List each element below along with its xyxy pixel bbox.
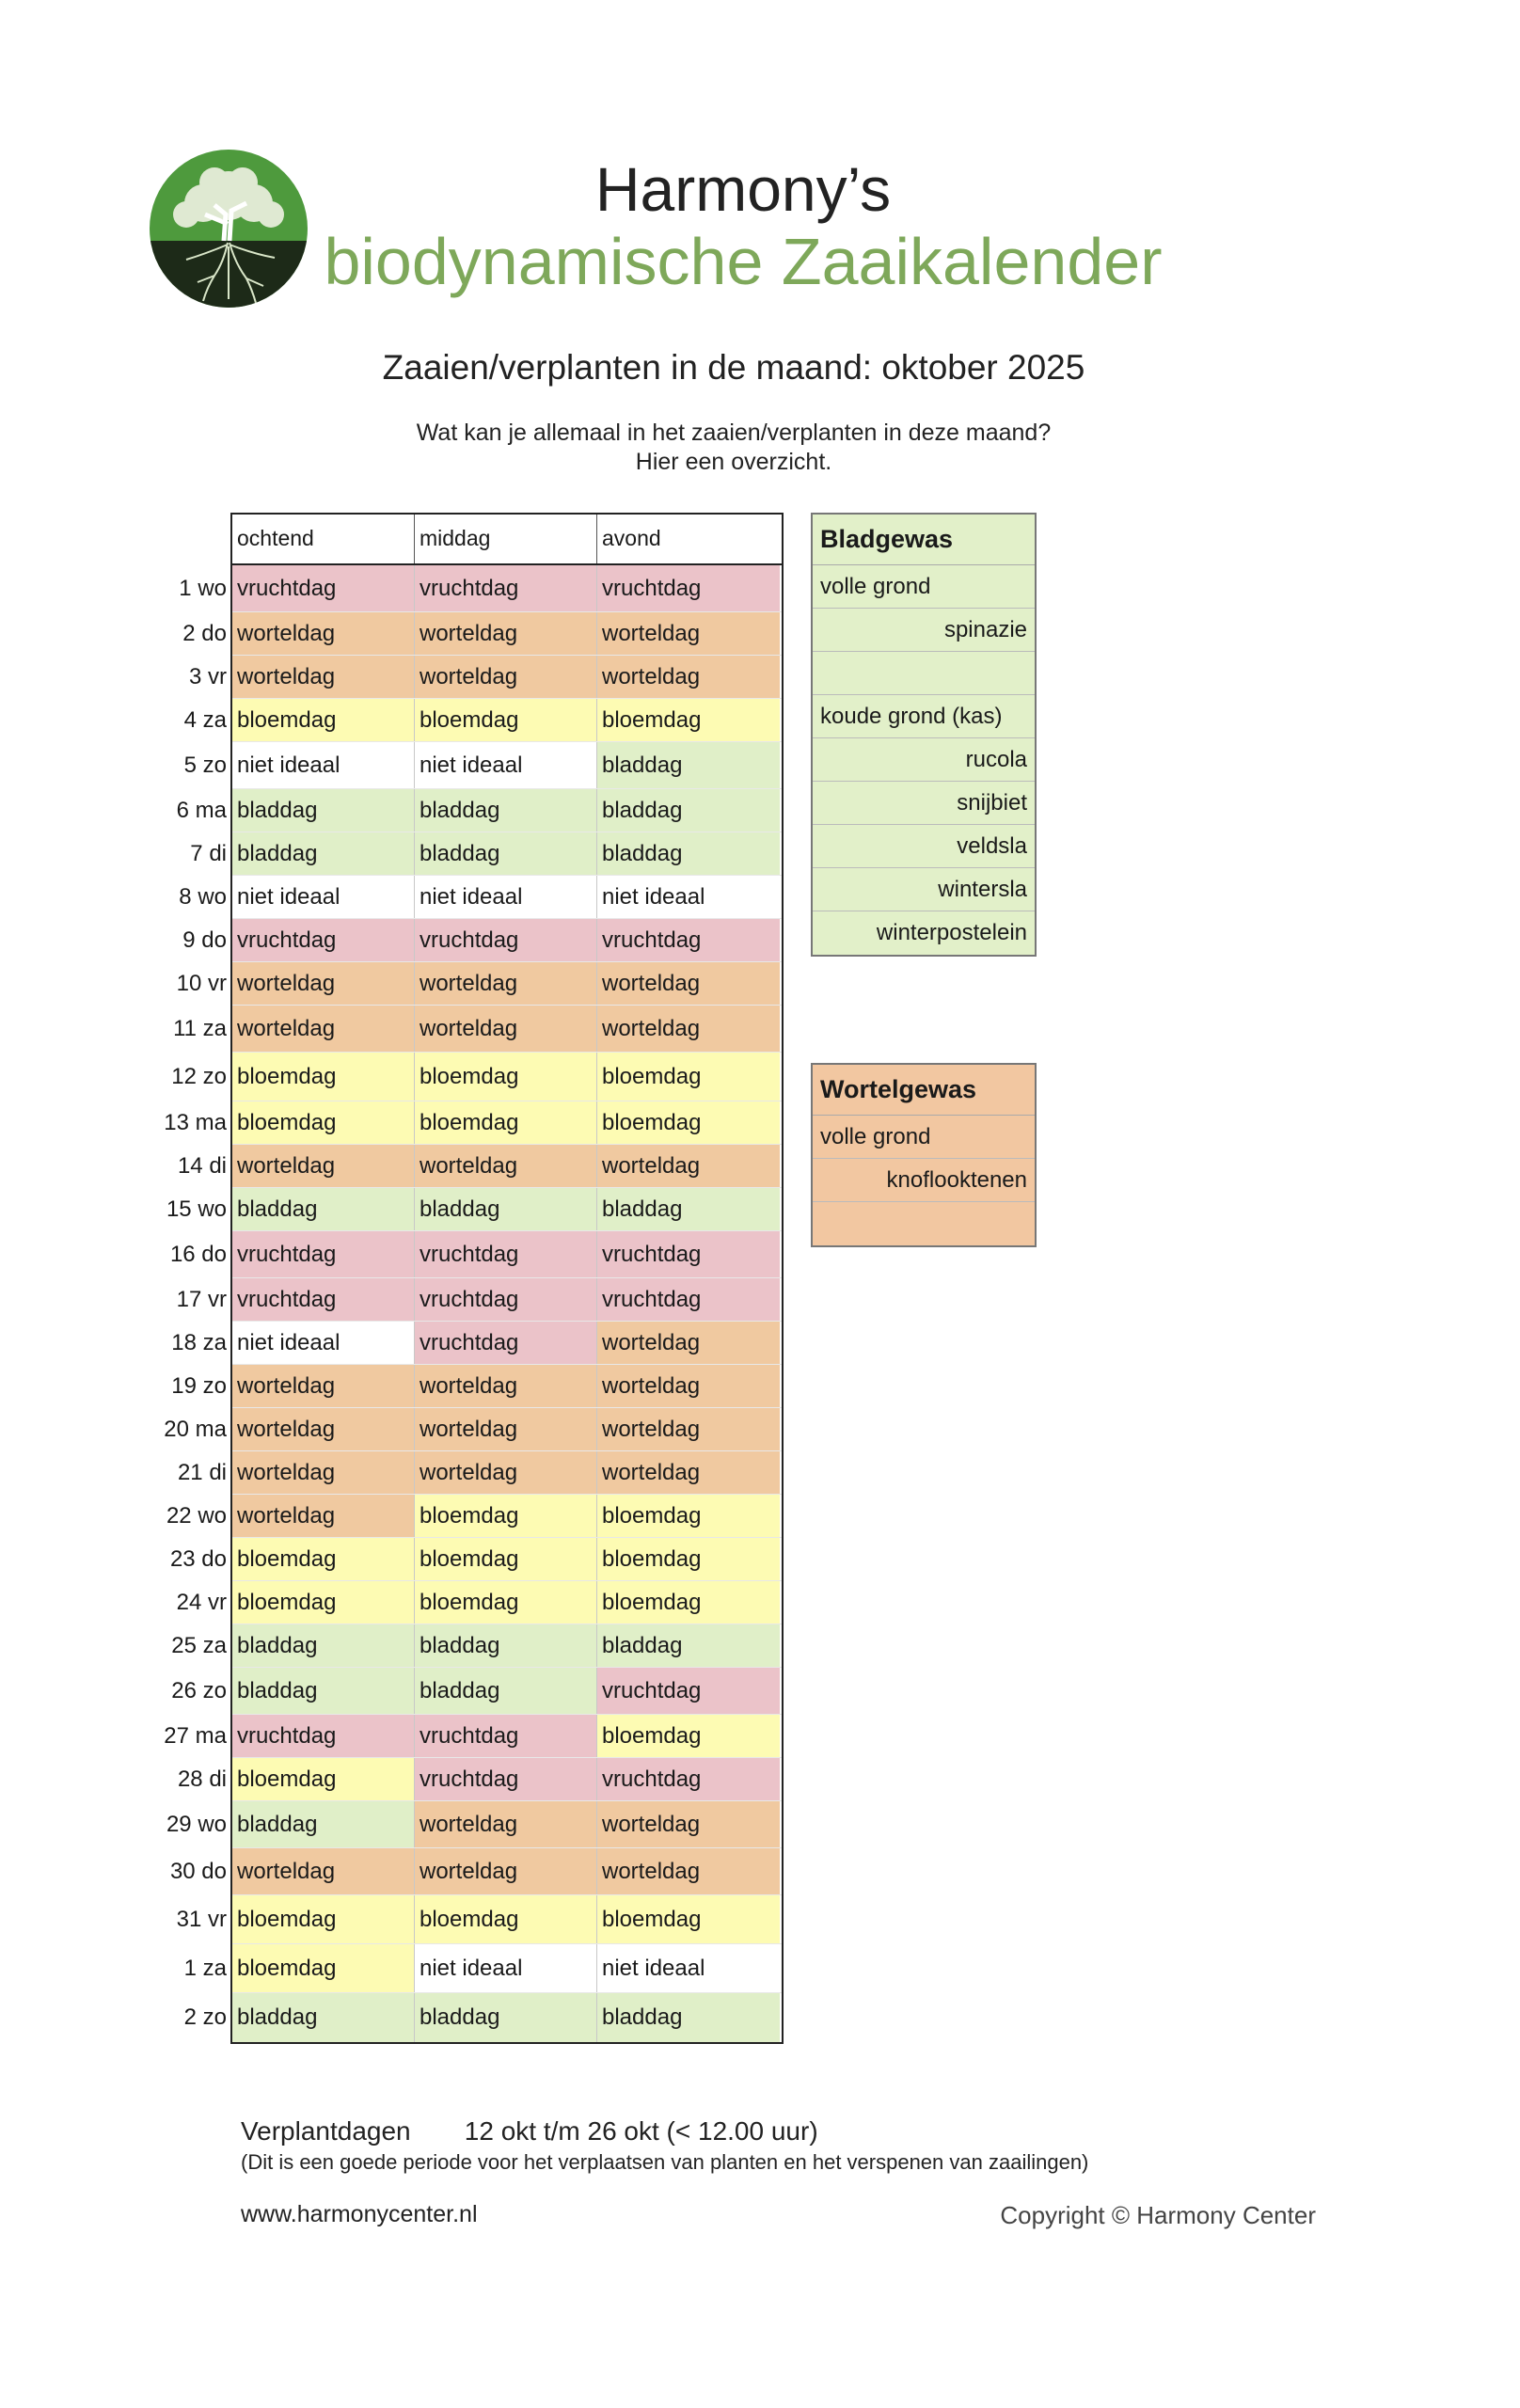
wortelgewas-panel xyxy=(811,1063,1037,1247)
day-type-cell: vruchtdag xyxy=(597,1278,780,1321)
table-row xyxy=(183,742,782,789)
day-type-cell: worteldag xyxy=(597,612,780,655)
day-type-cell: vruchtdag xyxy=(415,1322,597,1364)
day-type-cell: vruchtdag xyxy=(597,1231,780,1277)
table-row xyxy=(171,1668,782,1715)
day-label: 2 zo xyxy=(183,2004,227,2030)
day-label: 14 di xyxy=(177,1152,227,1179)
day-label: 6 ma xyxy=(176,797,227,823)
day-type-cell: worteldag xyxy=(415,656,597,698)
day-type-cell: bladdag xyxy=(232,1801,415,1847)
day-type-cell: bladdag xyxy=(415,1668,597,1714)
day-type-cell: niet ideaal xyxy=(597,1944,780,1992)
day-label: 4 za xyxy=(183,706,227,733)
column-header: middag xyxy=(415,515,597,563)
day-type-cell: vruchtdag xyxy=(232,919,415,961)
table-row xyxy=(183,1944,782,1993)
panel-crop-item xyxy=(813,652,1035,695)
day-type-cell: bladdag xyxy=(597,742,780,788)
verplant-period: 12 okt t/m 26 okt (< 12.00 uur) xyxy=(464,2116,818,2146)
brand-subtitle: biodynamische Zaaikalender xyxy=(324,225,1163,298)
day-label: 23 do xyxy=(169,1545,227,1572)
day-type-cell: bloemdag xyxy=(232,1758,415,1800)
day-type-cell: bloemdag xyxy=(232,1581,415,1624)
panel-crop-item: knoflooktenen xyxy=(813,1159,1035,1202)
day-type-cell: bloemdag xyxy=(415,699,597,741)
day-type-cell: bladdag xyxy=(415,1188,597,1230)
day-type-cell: worteldag xyxy=(232,656,415,698)
table-row xyxy=(171,1322,782,1365)
table-row xyxy=(166,1495,782,1538)
panel-crop-item: wintersla xyxy=(813,868,1035,911)
day-type-cell: worteldag xyxy=(597,1322,780,1364)
day-type-cell: bladdag xyxy=(232,1668,415,1714)
day-type-cell: vruchtdag xyxy=(597,565,780,611)
day-label: 30 do xyxy=(169,1858,227,1884)
day-type-cell: worteldag xyxy=(232,612,415,655)
table-row xyxy=(176,1581,782,1624)
panel-section-label: volle grond xyxy=(813,1116,1035,1159)
copyright-text: Copyright © Harmony Center xyxy=(1000,2201,1316,2229)
day-label: 25 za xyxy=(171,1632,227,1658)
table-row xyxy=(173,1006,782,1053)
panel-section-label: koude grond (kas) xyxy=(813,695,1035,738)
day-type-cell: niet ideaal xyxy=(232,876,415,918)
table-row xyxy=(169,1538,782,1581)
day-label: 8 wo xyxy=(179,883,227,910)
day-type-cell: worteldag xyxy=(415,1408,597,1450)
day-type-cell: worteldag xyxy=(597,656,780,698)
day-label: 21 di xyxy=(177,1459,227,1485)
day-type-cell: worteldag xyxy=(232,1495,415,1537)
table-row xyxy=(171,1053,782,1101)
panel-crop-item: winterpostelein xyxy=(876,920,1027,945)
verplant-label: Verplantdagen xyxy=(241,2116,411,2146)
day-type-cell: worteldag xyxy=(232,1006,415,1052)
day-label: 31 vr xyxy=(176,1906,227,1932)
day-type-cell: niet ideaal xyxy=(415,1944,597,1992)
day-label: 5 zo xyxy=(183,752,227,778)
column-header: ochtend xyxy=(232,515,415,563)
table-row xyxy=(171,1624,782,1668)
day-type-cell: vruchtdag xyxy=(415,1715,597,1757)
day-type-cell: worteldag xyxy=(597,962,780,1005)
day-type-cell: worteldag xyxy=(597,1451,780,1494)
day-label: 2 do xyxy=(182,620,227,646)
day-type-cell: bloemdag xyxy=(232,1895,415,1943)
day-label: 13 ma xyxy=(164,1109,227,1135)
calendar-body xyxy=(164,565,782,2042)
day-label: 1 wo xyxy=(179,575,227,601)
day-label: 22 wo xyxy=(166,1502,227,1529)
table-row xyxy=(179,565,782,612)
day-type-cell: bladdag xyxy=(232,1188,415,1230)
harmony-tree-logo xyxy=(149,149,309,309)
day-type-cell: vruchtdag xyxy=(415,919,597,961)
table-row xyxy=(183,1993,782,2042)
table-row xyxy=(169,1231,782,1278)
day-type-cell: worteldag xyxy=(415,962,597,1005)
day-type-cell: bloemdag xyxy=(415,1581,597,1624)
day-type-cell: bladdag xyxy=(415,789,597,832)
table-row xyxy=(166,1801,782,1848)
day-type-cell: bladdag xyxy=(415,1624,597,1667)
day-label: 24 vr xyxy=(176,1589,227,1615)
day-type-cell: bloemdag xyxy=(415,1053,597,1101)
table-row xyxy=(183,699,782,742)
panel-crop-item: snijbiet xyxy=(813,782,1035,825)
day-label: 17 vr xyxy=(176,1286,227,1312)
calendar-table xyxy=(164,513,784,2044)
day-label: 1 za xyxy=(183,1955,227,1981)
day-label: 28 di xyxy=(177,1766,227,1792)
table-row xyxy=(177,1145,782,1188)
day-label: 26 zo xyxy=(171,1677,227,1703)
day-type-cell: vruchtdag xyxy=(232,565,415,611)
day-type-cell: worteldag xyxy=(597,1408,780,1450)
day-label: 10 vr xyxy=(176,970,227,996)
panel-title: Wortelgewas xyxy=(813,1065,1035,1116)
day-type-cell: vruchtdag xyxy=(232,1278,415,1321)
day-type-cell: bloemdag xyxy=(232,1944,415,1992)
table-row xyxy=(176,789,782,832)
day-type-cell: vruchtdag xyxy=(415,1758,597,1800)
day-type-cell: bloemdag xyxy=(597,1053,780,1101)
day-type-cell: worteldag xyxy=(597,1848,780,1894)
day-type-cell: worteldag xyxy=(597,1006,780,1052)
table-row xyxy=(177,1758,782,1801)
day-label: 15 wo xyxy=(166,1196,227,1222)
day-type-cell: worteldag xyxy=(415,1801,597,1847)
website-link[interactable]: www.harmonycenter.nl xyxy=(241,2201,478,2227)
day-type-cell: bloemdag xyxy=(597,1495,780,1537)
intro-line: Hier een overzicht. xyxy=(635,449,832,475)
table-row xyxy=(177,1451,782,1495)
day-type-cell: vruchtdag xyxy=(415,1231,597,1277)
day-type-cell: bloemdag xyxy=(597,1715,780,1757)
panel-rows xyxy=(813,565,1035,955)
day-type-cell: bladdag xyxy=(597,1624,780,1667)
day-type-cell: niet ideaal xyxy=(415,876,597,918)
day-type-cell: worteldag xyxy=(415,1848,597,1894)
day-type-cell: bloemdag xyxy=(232,699,415,741)
day-label: 7 di xyxy=(190,840,227,866)
table-row xyxy=(182,612,782,656)
intro-line: Wat kan je allemaal in het zaaien/verplanten in deze maand? xyxy=(416,420,1052,446)
day-type-cell: bladdag xyxy=(415,1993,597,2042)
day-type-cell: worteldag xyxy=(415,1451,597,1494)
day-label: 9 do xyxy=(182,927,227,953)
day-type-cell: bloemdag xyxy=(415,1895,597,1943)
day-label: 29 wo xyxy=(166,1811,227,1837)
day-type-cell: vruchtdag xyxy=(415,1278,597,1321)
calendar-header-row xyxy=(232,515,782,565)
table-row xyxy=(166,1188,782,1231)
day-type-cell: worteldag xyxy=(415,1006,597,1052)
day-type-cell: worteldag xyxy=(232,962,415,1005)
day-type-cell: worteldag xyxy=(232,1848,415,1894)
day-label: 3 vr xyxy=(188,663,227,689)
day-type-cell: bladdag xyxy=(232,1993,415,2042)
day-type-cell: bloemdag xyxy=(597,699,780,741)
day-type-cell: worteldag xyxy=(232,1451,415,1494)
day-type-cell: bladdag xyxy=(597,832,780,875)
verplant-note: (Dit is een goede periode voor het verplaatsen van planten en het verspenen van zaailingen) xyxy=(241,2150,1089,2174)
day-type-cell: worteldag xyxy=(597,1365,780,1407)
day-label: 16 do xyxy=(169,1241,227,1267)
day-type-cell: vruchtdag xyxy=(597,1668,780,1714)
intro-text xyxy=(0,419,1467,477)
day-label: 18 za xyxy=(171,1329,227,1355)
day-type-cell: worteldag xyxy=(597,1801,780,1847)
table-row xyxy=(164,1101,782,1145)
day-type-cell: bladdag xyxy=(597,1188,780,1230)
day-type-cell: worteldag xyxy=(232,1408,415,1450)
day-label: 19 zo xyxy=(171,1372,227,1399)
month-title: Zaaien/verplanten in de maand: oktober 2025 xyxy=(382,348,1085,387)
bladgewas-panel xyxy=(811,513,1037,957)
day-type-cell: bloemdag xyxy=(232,1101,415,1144)
day-type-cell: niet ideaal xyxy=(415,742,597,788)
table-row xyxy=(188,656,782,699)
panel-crop-item: spinazie xyxy=(813,609,1035,652)
day-type-cell: bladdag xyxy=(415,832,597,875)
table-row xyxy=(164,1408,782,1451)
table-row xyxy=(164,1715,782,1758)
brand-name: Harmony’s xyxy=(594,154,892,224)
day-type-cell: bloemdag xyxy=(597,1895,780,1943)
day-type-cell: bloemdag xyxy=(415,1538,597,1580)
table-row xyxy=(176,962,782,1006)
table-row xyxy=(176,1278,782,1322)
day-type-cell: bloemdag xyxy=(415,1101,597,1144)
table-row xyxy=(179,876,782,919)
day-type-cell: bloemdag xyxy=(597,1581,780,1624)
day-type-cell: bladdag xyxy=(232,1624,415,1667)
day-type-cell: vruchtdag xyxy=(597,919,780,961)
day-type-cell: worteldag xyxy=(597,1145,780,1187)
day-type-cell: bloemdag xyxy=(232,1538,415,1580)
day-type-cell: worteldag xyxy=(415,612,597,655)
day-type-cell: bladdag xyxy=(232,832,415,875)
panel-crop-item: veldsla xyxy=(813,825,1035,868)
day-type-cell: vruchtdag xyxy=(232,1231,415,1277)
day-label: 20 ma xyxy=(164,1416,227,1442)
panel-title: Bladgewas xyxy=(813,515,1035,565)
table-row xyxy=(171,1365,782,1408)
table-row xyxy=(169,1848,782,1895)
day-type-cell: worteldag xyxy=(232,1145,415,1187)
day-label: 11 za xyxy=(173,1015,227,1041)
day-type-cell: niet ideaal xyxy=(232,1322,415,1364)
panel-section-label: volle grond xyxy=(813,565,1035,609)
day-type-cell: worteldag xyxy=(415,1365,597,1407)
day-type-cell: bloemdag xyxy=(597,1538,780,1580)
day-type-cell: worteldag xyxy=(415,1145,597,1187)
day-type-cell: bloemdag xyxy=(415,1495,597,1537)
table-row xyxy=(182,919,782,962)
day-type-cell: niet ideaal xyxy=(597,876,780,918)
table-row xyxy=(190,832,782,876)
day-type-cell: worteldag xyxy=(232,1365,415,1407)
day-label: 12 zo xyxy=(171,1063,227,1089)
day-type-cell: bloemdag xyxy=(232,1053,415,1101)
day-type-cell: vruchtdag xyxy=(232,1715,415,1757)
panel-rows xyxy=(813,1116,1035,1245)
day-type-cell: bladdag xyxy=(597,1993,780,2042)
day-type-cell: bladdag xyxy=(232,789,415,832)
panel-crop-item: rucola xyxy=(813,738,1035,782)
day-type-cell: bloemdag xyxy=(597,1101,780,1144)
table-row xyxy=(176,1895,782,1944)
day-label: 27 ma xyxy=(164,1722,227,1749)
day-type-cell: vruchtdag xyxy=(415,565,597,611)
brand-heading xyxy=(320,154,1166,300)
column-header: avond xyxy=(602,526,661,550)
day-type-cell: niet ideaal xyxy=(232,742,415,788)
panel-crop-item xyxy=(813,1202,1035,1245)
day-type-cell: vruchtdag xyxy=(597,1758,780,1800)
day-type-cell: bladdag xyxy=(597,789,780,832)
verplant-days xyxy=(241,2116,818,2147)
